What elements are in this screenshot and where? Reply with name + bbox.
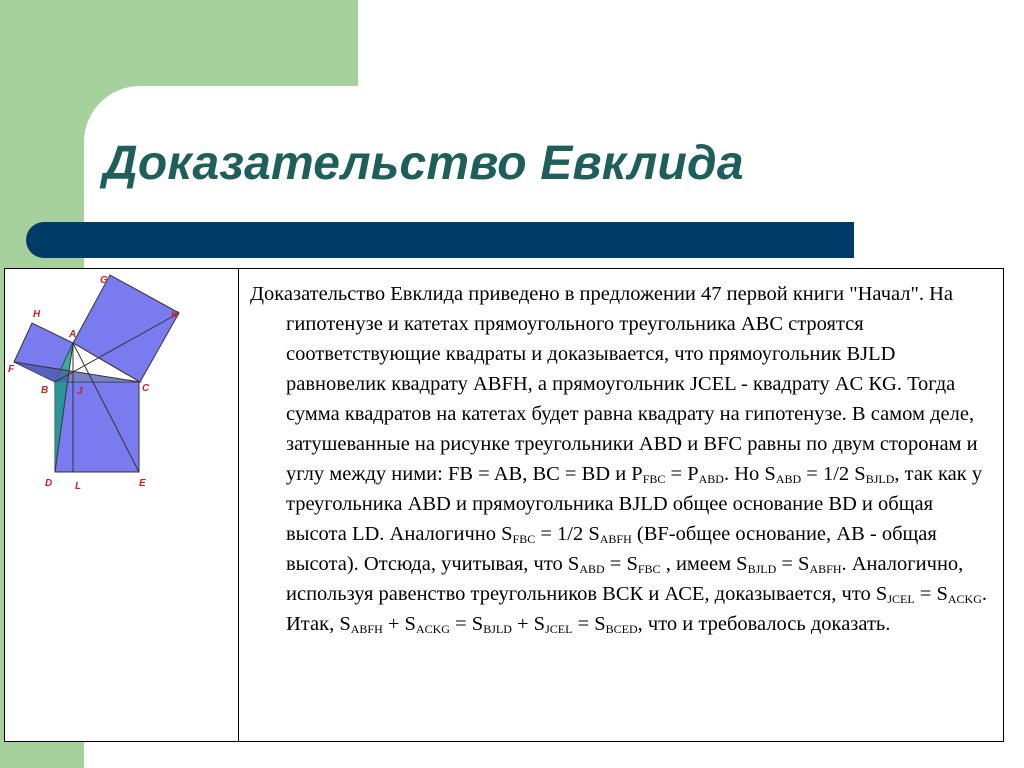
label-g: G (100, 275, 108, 286)
content-table (4, 268, 1004, 742)
label-j: J (77, 386, 83, 397)
label-d: D (45, 478, 53, 489)
pythagoras-figure (5, 269, 237, 741)
label-h: H (33, 309, 41, 320)
proof-text-cell (239, 269, 1003, 741)
label-b: B (41, 385, 49, 396)
label-a: A (69, 329, 77, 340)
proof-paragraph: Доказательство Евклида приведено в предложении 47 первой книги "Начал". На гипотенузе и катетах прямоугольного треугольника ABC строятся соответствующие квадраты и доказывается, что прямоугольник BJLD равновелик квадрату ABFH, а прямоугольник JCEL - квадрату AC КG. Тогда сумма квадратов на катетах будет равна квадрату на гипотенузе. В самом деле, затушеванные на рисунке треугольники ABD и BFC равны по двум сторонам и углу между ними: FB = AB, BC = BD и $P_{FBC} = P_{ABD}$. Но $S_{ABD} = 1/2$ $S_{BJLD}$, так как у треугольника ABD и прямоугольника BJLD общее основание BD и общая высота LD. Аналогично $S_{FBC} = 1/2$ $S_{ABFH}$ (BF-общее основание, AB - общая высота). Отсюда, учитывая, что $S_{ABD} = S_{FBC}$ , имеем $S_{BJLD} = S_{ABFH}$. Аналогично, используя равенство треугольников ВСК и АСЕ, доказывается, что $S_{JCEL} = S_{ACKG}$. Итак, $S_{ABFH} + S_{ACKG} = S_{BJLD} + S_{JCEL} = S_{BCED}$, что и требовалось доказать. (250, 283, 988, 636)
label-e: E (139, 478, 146, 489)
label-f: F (8, 364, 15, 375)
square-bced (55, 382, 139, 472)
title-underline-bar (26, 222, 854, 258)
label-c: C (142, 383, 150, 394)
slide-title: Доказательство Евклида (103, 137, 744, 190)
label-l: L (75, 481, 82, 492)
figure-cell (5, 269, 239, 741)
label-k: K (171, 310, 179, 321)
